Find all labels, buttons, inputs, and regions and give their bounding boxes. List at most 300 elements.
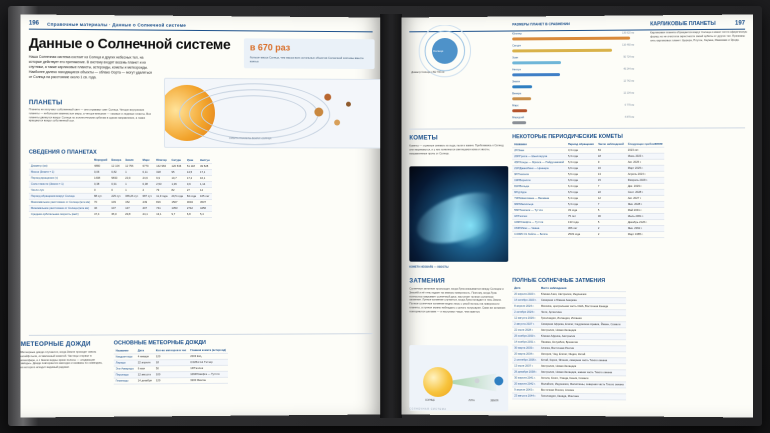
table-cell: 9,7: [169, 211, 184, 217]
table-cell: Март 2025 г.: [626, 165, 665, 171]
table-cell: 318: [154, 169, 169, 175]
table-cell: 30: [596, 213, 626, 219]
planet-size-label: Марс: [512, 104, 519, 108]
planet-data-table: [29, 150, 212, 219]
table-cell: 81P/Вильда: [512, 184, 566, 190]
table-cell: C/1861 G1 Тэтчер: [188, 359, 228, 365]
planet-size-value: 139 820 км: [622, 31, 635, 35]
table-row: [512, 393, 625, 400]
planet-size-value: 49 244 км: [623, 67, 635, 71]
planet-size-value: 116 460 км: [622, 43, 635, 47]
table-cell: 27: [185, 187, 198, 193]
table-cell: 0: [92, 187, 109, 193]
table-cell: Средняя орбитальная скорость (км/с): [29, 211, 92, 217]
table-cell: 24,6: [141, 175, 155, 181]
planet-dot-1: [314, 108, 323, 117]
table-cell: 18: [596, 153, 626, 159]
planet-table-title: СВЕДЕНИЯ О ПЛАНЕТАХ: [28, 149, 97, 156]
sun-spiral-graphic: [409, 25, 504, 81]
planet-size-bar: [512, 73, 560, 76]
table-cell: Эта-Аквариды: [114, 366, 136, 372]
dwarf-paragraph: Карликовая планета обращается вокруг Солнца и имеет почти сферическую форму, но не очистила окрестности своей орбиты от других тел. Признаны пять карликовых планет: Церера, Плутон, Хаумеа, Макемаке и Эрида.: [650, 30, 748, 43]
planet-size-label: Нептун: [512, 68, 521, 72]
eclipse-paragraph: Солнечное затмение происходит, когда Луна оказывается между Солнцем и Землёй и её тень падает на земную поверхность. Поэтому, когда Луна полностью закрывает солнечный диск, наступает полное солнечное затмение. Лунное затмение случается, когда Луна попадает в тень Земли. Полное солнечное затмение видно лишь с узкой полосы на поверхности планеты, а лунное можно наблюдать с целого полушария. Сами же затмения повторяются циклами — и наступают чаще, чем кажется.: [409, 287, 506, 314]
table-cell: Северная и Южная Америка: [539, 297, 626, 303]
table-cell: 2533 года: [566, 231, 596, 237]
table-cell: Лириды: [114, 360, 136, 366]
planets-heading: ПЛАНЕТЫ: [28, 99, 63, 107]
table-cell: 120: [154, 354, 188, 360]
table-cell: Китай, Корея, Япония, северная часть Тихого океана: [539, 357, 626, 364]
table-cell: 2: [596, 226, 626, 232]
table-cell: 24,1: [141, 211, 155, 217]
table-cell: 2 августа 2027 г.: [512, 321, 539, 327]
table-cell: 29,5 года: [169, 193, 184, 199]
table-header-cell: Земля: [123, 158, 140, 164]
table-cell: 5,4 года: [566, 195, 596, 201]
table-cell: 6,8: [185, 211, 198, 217]
table-cell: 109: [109, 199, 123, 205]
table-header-cell: Дата: [512, 286, 539, 292]
table-cell: 2: [141, 187, 155, 193]
planet-table: [29, 158, 212, 218]
table-cell: 5833: [109, 175, 123, 181]
meteor-table: [114, 348, 228, 385]
table-cell: 120: [154, 378, 188, 384]
table-cell: 9,9: [154, 175, 169, 181]
table-cell: 20 апреля 2023 г.: [512, 291, 539, 297]
table-cell: Период вращения (ч): [29, 175, 92, 181]
table-cell: 22 июля 2028 г.: [512, 327, 539, 333]
table-cell: Восточная Россия, Аляска: [539, 387, 626, 394]
planet-size-bar: [512, 121, 526, 124]
table-cell: 249: [141, 199, 155, 205]
table-header-cell: Главная комета (астероид): [188, 348, 228, 354]
table-cell: 26P/Григга — Шьеллерупа: [512, 154, 566, 160]
table-cell: 22: [596, 189, 626, 195]
comet-photo: [409, 166, 508, 262]
table-cell: 4537: [198, 199, 212, 205]
eclipse-heading: ЗАТМЕНИЯ: [409, 277, 445, 285]
table-cell: 5,3 года: [566, 159, 596, 165]
stat-caption: больше масса Солнца, чем масса всех остальных объектов Солнечной системы вместе взятых: [249, 55, 364, 64]
periodic-comets-table: [512, 134, 664, 238]
table-cell: Мексика, центральная часть США, Восточная Канада: [539, 303, 626, 309]
table-cell: Февраль 2029 г.: [626, 177, 665, 183]
table-cell: 30 апреля 2041 г.: [512, 375, 539, 381]
planet-size-row: [512, 116, 634, 128]
table-cell: 0,38: [92, 181, 109, 187]
table-cell: 6,6 года: [566, 165, 596, 171]
dwarf-planets-block: [650, 20, 748, 43]
planet-size-value: 50 724 км: [623, 55, 635, 59]
table-cell: 3004: [185, 199, 198, 205]
table-cell: 5,3 года: [566, 201, 596, 207]
table-cell: 1507: [169, 199, 184, 205]
table-cell: 11,9 года: [154, 193, 169, 199]
table-cell: Нигерия, Чад, Египет, Индия, Китай: [539, 351, 626, 358]
table-cell: 14 октября 2023 г.: [512, 297, 539, 303]
table-cell: 1P/Галлея: [512, 214, 566, 220]
table-cell: 50: [154, 366, 188, 372]
table-cell: 5,4: [198, 211, 212, 217]
table-cell: 2023 окт.: [626, 147, 665, 153]
open-book: [8, 6, 762, 426]
table-cell: 6,9 года: [566, 177, 596, 183]
table-cell: 142 984: [154, 163, 169, 169]
table-cell: 5,6 года: [566, 171, 596, 177]
table-cell: 12 104: [109, 163, 123, 169]
table-cell: 7: [596, 183, 626, 189]
table-body: [512, 291, 625, 400]
table-cell: 0: [109, 187, 123, 193]
table-cell: Декабрь 2126 г.: [626, 220, 665, 226]
table-cell: Геминиды: [114, 378, 136, 384]
table-cell: 33 года: [566, 207, 596, 213]
table-cell: Южная Азия, Австралия, Индонезия: [539, 291, 626, 297]
table-cell: 365,26 сут.: [123, 193, 140, 199]
table-cell: 2003 EH₁: [188, 353, 228, 359]
table-cell: 1P/Галлея: [188, 365, 228, 371]
table-cell: 13: [596, 171, 626, 177]
table-cell: 82: [169, 187, 184, 193]
table-cell: 47,4: [92, 211, 109, 217]
page-footer: СОЛНЕЧНАЯ СИСТЕМА: [409, 407, 447, 411]
total-table-title: ПОЛНЫЕ СОЛНЕЧНЫЕ ЗАТМЕНИЯ: [512, 277, 606, 285]
planet-size-bar: [512, 61, 561, 65]
table-cell: 0,9: [185, 181, 198, 187]
table-cell: 4880: [92, 163, 109, 169]
table-header-cell: Венера: [109, 158, 123, 164]
table-cell: Июль 2061 г.: [626, 213, 665, 219]
table-row: [114, 377, 228, 384]
table-cell: 12 августа: [136, 372, 154, 378]
table-cell: 1: [123, 181, 140, 187]
table-cell: 25 ноября 2030 г.: [512, 333, 539, 339]
meteor-paragraph: Метеорные дожди случаются, когда Земля проходит сквозь шлейф пыли, оставленный кометой. Частицы сгорают в атмосфере, и с Земли видны яркие полосы — «падающие звёзды». Дожди повторяются ежегодно и названы по созвездию, из которого исходит видимый радиант.: [20, 350, 103, 370]
planet-size-chart: [512, 22, 634, 135]
table-cell: 153P/Икэи — Чжана: [512, 225, 566, 231]
table-cell: Панама, Колумбия, Бразилия: [539, 339, 626, 345]
planet-size-bar: [512, 85, 532, 88]
table-header-cell: Меркурий: [92, 158, 109, 164]
table-cell: 63: [596, 147, 626, 153]
table-cell: 17,1: [198, 169, 212, 175]
table-cell: 109P/Свифта — Туттля: [512, 219, 566, 225]
orbit-caption: ОРБИТА ПЛАНЕТЫ ВОКРУГ СОЛНЦА: [228, 137, 272, 141]
right-page-number: 197: [734, 20, 746, 27]
table-cell: 20 марта 2034 г.: [512, 351, 539, 357]
table-header-cell: Уран: [185, 158, 198, 164]
table-cell: 107: [109, 205, 123, 211]
comets-heading: КОМЕТЫ: [409, 134, 438, 142]
periodic-table: [512, 142, 664, 238]
table-cell: 96P/Макхольца: [512, 202, 566, 208]
table-header-cell: Следующее приближение: [626, 142, 665, 148]
table-cell: 13 июля 2037 г.: [512, 363, 539, 369]
table-header-cell: Место наблюдения: [539, 286, 626, 292]
table-cell: Австралия, Новая Зеландия: [539, 327, 626, 333]
table-header-cell: Период обращения: [566, 142, 596, 148]
table-cell: 5: [596, 207, 626, 213]
table-cell: Авг. 2025 г.: [626, 159, 665, 165]
table-cell: 95: [169, 169, 184, 175]
table-cell: 14 ноября 2031 г.: [512, 339, 539, 345]
table-cell: 45P/Хонды — Мркоса — Пайдушаковой: [514, 161, 565, 165]
table-cell: Северная Африка, Египет, Саудовская Аравия, Йемен, Сомали: [539, 321, 626, 327]
table-cell: 120 536: [169, 163, 184, 169]
table-cell: 0,11: [141, 169, 155, 175]
table-cell: 6 мая: [136, 366, 154, 372]
planet-size-value: 6 779 км: [624, 103, 635, 107]
table-cell: 15: [596, 177, 626, 183]
meteor-heading: МЕТЕОРНЫЕ ДОЖДИ: [20, 340, 91, 349]
table-body: [29, 163, 212, 217]
eclipse-moon: [475, 378, 480, 383]
table-cell: C/1995 O1 Хейла — Боппа: [512, 231, 566, 237]
table-cell: 16,1: [198, 175, 212, 181]
table-cell: 18: [154, 360, 188, 366]
table-cell: 7: [596, 201, 626, 207]
eclipse-moon-label: ЛУНА: [468, 400, 475, 403]
table-cell: 9: [596, 159, 626, 165]
table-cell: Максимальное расстояние от Солнца (млн км): [29, 199, 92, 205]
table-cell: Австралия, Новая Зеландия: [539, 363, 626, 370]
table-cell: 46: [92, 205, 109, 211]
table-cell: 13,1: [154, 211, 169, 217]
table-cell: 17,2: [185, 175, 198, 181]
meteor-shower-table: [114, 340, 228, 385]
table-cell: Квадрантиды: [114, 354, 136, 360]
eclipse-sun-label: СОЛНЦЕ: [425, 399, 435, 402]
table-cell: 79: [154, 187, 169, 193]
planet-size-label: Уран: [512, 56, 519, 60]
table-cell: 2 октября 2024 г.: [512, 309, 539, 315]
table-cell: 8 апреля 2024 г.: [512, 303, 539, 309]
table-header-cell: Юпитер: [154, 158, 169, 164]
table-cell: 6P/д’Арре: [512, 190, 566, 196]
table-cell: 1353: [169, 205, 184, 211]
table-cell: 147: [123, 205, 140, 211]
table-cell: Апрель 2024 г.: [626, 171, 665, 177]
planet-size-value: 12 104 км: [623, 91, 635, 95]
planet-size-bar: [512, 109, 527, 112]
table-cell: 0,06: [92, 169, 109, 175]
table-header-cell: Дата: [136, 348, 154, 354]
table-cell: 10,7: [169, 175, 184, 181]
table-cell: Минимальное расстояние от Солнца (млн км): [29, 205, 92, 211]
planet-dot-2: [324, 94, 331, 101]
table-cell: Май 2031 г.: [626, 207, 665, 213]
table-cell: 23,9: [123, 175, 140, 181]
table-cell: 9P/Темпеля: [512, 172, 566, 178]
table-cell: 84 года: [185, 193, 198, 199]
planet-size-label: Меркурий: [512, 116, 525, 120]
planet-size-bar: [512, 37, 630, 41]
table-cell: 2742: [185, 205, 198, 211]
table-cell: 14,5: [185, 169, 198, 175]
table-cell: 51 118: [185, 163, 198, 169]
eclipse-earth: [494, 376, 503, 385]
orbit-diagram: [164, 78, 381, 149]
table-cell: 1,14: [198, 181, 212, 187]
table-cell: 3,3 года: [566, 147, 596, 153]
table-cell: 14: [198, 187, 212, 193]
table-cell: 75 лет: [566, 213, 596, 219]
table-cell: Авг. 2027 г.: [626, 195, 665, 201]
table-cell: Диаметр (км): [29, 163, 92, 169]
table-cell: Март 4385 г.: [626, 232, 665, 238]
table-cell: 49 528: [198, 163, 212, 169]
table-cell: Аляска, Восточная Россия: [539, 345, 626, 351]
table-cell: Дек. 2029 г.: [626, 183, 665, 189]
table-cell: 6,4 года: [566, 183, 596, 189]
table-cell: 12 756: [123, 163, 140, 169]
table-cell: 88 сут.: [92, 193, 109, 199]
eclipse-sun: [423, 367, 453, 397]
table-cell: 4 января: [136, 354, 154, 360]
planet-size-value: 12 742 км: [623, 79, 635, 83]
table-cell: 1,06: [169, 181, 184, 187]
table-cell: Гренландия, Исландия, Испания: [539, 315, 626, 321]
svg-text:Солнце: Солнце: [432, 48, 444, 54]
planet-dot-3: [334, 120, 340, 126]
right-page: [401, 14, 753, 417]
table-cell: 55P/Темпеля — Туттля: [512, 208, 566, 214]
total-eclipses-table: [512, 278, 625, 401]
table-cell: 20 апреля 2042 г.: [512, 381, 539, 387]
table-cell: 152: [123, 199, 140, 205]
meteor-table-title: ОСНОВНЫЕ МЕТЕОРНЫЕ ДОЖДИ: [113, 339, 206, 347]
eclipse-earth-label: ЗЕМЛЯ: [490, 400, 499, 403]
table-cell: 100: [154, 372, 188, 378]
table-cell: 207: [141, 205, 155, 211]
table-cell: 16: [596, 165, 626, 171]
table-cell: 0,38: [141, 181, 155, 187]
table-cell: 3200 Фаэтон: [188, 377, 228, 383]
planet-size-value: 4 879 км: [624, 115, 635, 119]
table-header-cell: Название: [512, 142, 566, 148]
table-cell: 366 лет: [566, 225, 596, 231]
table-cell: 30 марта 2033 г.: [512, 345, 539, 351]
planet-dot-4: [346, 102, 351, 107]
table-header-cell: Сатурн: [169, 158, 184, 164]
table-cell: 29,8: [123, 211, 140, 217]
table-cell: 6,5 года: [566, 189, 596, 195]
table-cell: 5: [596, 220, 626, 226]
table-cell: 741: [154, 205, 169, 211]
table-cell: Янв. 2362 г.: [626, 226, 665, 232]
table-cell: 70: [92, 199, 109, 205]
stat-number: в 670 раз: [249, 42, 291, 53]
table-cell: 6779: [141, 163, 155, 169]
table-cell: Австралия, Новая Зеландия, южная часть Тихого океана: [539, 369, 626, 376]
table-cell: 2: [596, 232, 626, 238]
table-row: [29, 211, 212, 217]
table-cell: 109P/Свифта — Туттля: [188, 371, 228, 377]
table-header-cell: Кол-во метеоров в час: [154, 348, 188, 354]
table-cell: 2P/Энке: [512, 148, 566, 154]
table-body: [114, 353, 228, 384]
table-cell: 22 апреля: [136, 360, 154, 366]
table-cell: 2 сентября 2035 г.: [512, 357, 539, 363]
table-cell: 4456: [198, 205, 212, 211]
planet-size-bar: [512, 97, 531, 100]
table-cell: 1408: [92, 175, 109, 181]
comets-paragraph: Кометы — «грязные снежки» из льда, пыли и камня. Приближаясь к Солнцу, они нагреваются, и у них появляются светящаяся кома и хвосты, направленные прочь от Солнца.: [409, 144, 505, 155]
table-header-cell: Нептун: [200, 158, 210, 163]
comet-tail: [411, 183, 511, 253]
left-running-head: Справочные материалы · Данные о Солнечной системе: [47, 21, 187, 28]
planet-size-label: Венера: [512, 92, 522, 96]
dwarf-heading: КАРЛИКОВЫЕ ПЛАНЕТЫ: [650, 20, 716, 28]
table-cell: Персеиды: [114, 372, 136, 378]
table-cell: Янв. 2028 г.: [626, 201, 665, 207]
table-cell: 35,0: [109, 211, 123, 217]
left-page: [21, 14, 381, 417]
total-table: [512, 286, 625, 401]
eclipse-diagram: [409, 345, 508, 411]
table-cell: Июнь 2023 г.: [626, 153, 665, 159]
sun-diameter-label: Диаметр Солнца 1 392 700 км: [411, 70, 445, 75]
table-cell: 0,91: [109, 181, 123, 187]
table-cell: Ангола, Конго, Уганда, Кения, Сомали: [539, 375, 626, 382]
table-cell: 1: [123, 187, 140, 193]
table-cell: 12 августа 2026 г.: [512, 315, 539, 321]
table-header-cell: Название: [114, 348, 136, 354]
table-cell: 5,3 года: [566, 153, 596, 159]
table-cell: Число лун: [29, 187, 92, 193]
table-cell: 19P/Борелли: [512, 178, 566, 184]
table-cell: Малайзия, Индонезия, Филиппины, северная часть Тихого океана: [539, 381, 626, 388]
table-cell: Гренландия, Канада, Монтана: [539, 393, 626, 400]
table-header-cell: Число наблюдений: [596, 142, 626, 148]
periodic-table-title: НЕКОТОРЫЕ ПЕРИОДИЧЕСКИЕ КОМЕТЫ: [512, 133, 623, 141]
table-cell: Южная Африка, Австралия: [539, 333, 626, 339]
table-cell: 12: [596, 195, 626, 201]
table-cell: 225 сут.: [109, 193, 123, 199]
planet-size-bar: [512, 49, 612, 53]
table-header-cell: Марс: [141, 158, 155, 164]
book-gutter: [380, 14, 402, 418]
table-cell: 14 декабря: [136, 378, 154, 384]
table-cell: 9 апреля 2043 г.: [512, 387, 539, 393]
table-cell: 133 года: [566, 219, 596, 225]
comet-photo-caption: КОМЕТА НЕОВАЙЗ — ХВОСТЫ: [409, 265, 449, 269]
table-cell: Сент. 2028 г.: [626, 189, 665, 195]
page-title: Данные о Солнечной системе: [28, 34, 231, 53]
table-cell: Период обращения вокруг Солнца: [29, 193, 92, 199]
left-page-number: 196: [28, 20, 40, 27]
intro-paragraph: Наша Солнечная система состоит из Солнца и других небесных тел, на которые действует его притяжение. В систему входят восемь планет и их спутники, а также карликовые планеты, астероиды, кометы и метеороиды. Наиболее далеко находящиеся объекты — облако Оорта — могут удаляться от Солнца на расстояние около 1 св. года.: [28, 54, 152, 80]
table-cell: 0,82: [109, 169, 123, 175]
table-cell: 23 августа 2044 г.: [512, 393, 539, 399]
table-cell: 26 декабря 2038 г.: [514, 370, 537, 374]
table-cell: Масса (Земля = 1): [29, 169, 92, 175]
planet-size-label: Юпитер: [512, 32, 522, 36]
sizes-heading: РАЗМЕРЫ ПЛАНЕТ В СРАВНЕНИИ: [512, 22, 570, 27]
table-row: [512, 231, 664, 237]
planet-size-label: Земля: [512, 80, 520, 84]
table-body: [512, 147, 664, 237]
table-cell: 2,53: [154, 181, 169, 187]
table-cell: Сила тяжести (Земля = 1): [29, 181, 92, 187]
table-cell: 165 лет: [198, 193, 212, 199]
table-cell: Чили, Аргентина: [539, 309, 626, 315]
table-cell: 21P/Джакобини — Циннера: [512, 166, 566, 172]
planet-size-label: Сатурн: [512, 44, 521, 48]
table-cell: 1: [123, 169, 140, 175]
